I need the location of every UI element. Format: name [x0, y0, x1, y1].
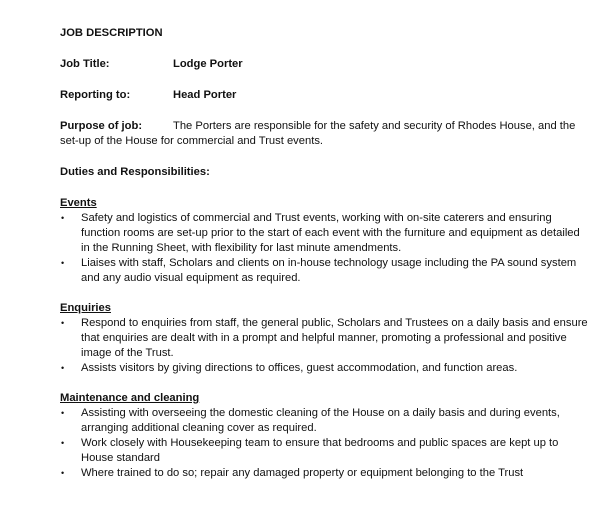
job-title-value: Lodge Porter: [173, 58, 243, 70]
list-item-text: Safety and logistics of commercial and Trust events, working with on-site caterers and ensuring function rooms are set-up prior to the start of each event with the furniture and equipment as detailed in the Running Sheet, with flexibility for last minute amendments.: [81, 212, 580, 254]
list-item-text: Liaises with staff, Scholars and clients on in-house technology usage including the PA sound system and any audio visual equipment as required.: [81, 257, 577, 284]
bullet-list: [60, 211, 590, 286]
list-item-text: Work closely with Housekeeping team to ensure that bedrooms and public spaces are kept up to House standard: [81, 437, 559, 464]
purpose-paragraph: [60, 119, 590, 149]
list-item: [60, 316, 590, 361]
list-item: [60, 466, 590, 481]
list-item-text: Respond to enquiries from staff, the general public, Scholars and Trustees on a daily basis and ensure that enquiries are dealt with in a prompt and helpful manner, promoting a professional and positive image of the Trust.: [81, 317, 588, 359]
section-maintenance: [60, 391, 590, 481]
list-item: [60, 436, 590, 466]
purpose-text: The Porters are responsible for the safety and security of Rhodes House, and the set-up of the House for commercial and Trust events.: [60, 120, 576, 147]
bullet-list: [60, 316, 590, 376]
document-body: [60, 26, 590, 496]
list-item: [60, 361, 590, 376]
duties-heading: Duties and Responsibilities:: [60, 166, 210, 178]
bullet-icon: •: [61, 438, 65, 448]
bullet-icon: •: [61, 213, 65, 223]
section-heading: Events: [60, 197, 97, 209]
list-item: [60, 406, 590, 436]
document-title: JOB DESCRIPTION: [60, 27, 163, 39]
list-item-text: Where trained to do so; repair any damaged property or equipment belonging to the Trust: [81, 467, 524, 479]
section-heading: Maintenance and cleaning: [60, 392, 200, 404]
purpose-label: Purpose of job:: [60, 120, 143, 132]
section-events: [60, 196, 590, 286]
reporting-row: [60, 88, 590, 103]
bullet-icon: •: [61, 408, 65, 418]
reporting-value: Head Porter: [173, 89, 237, 101]
bullet-icon: •: [61, 318, 65, 328]
list-item-text: Assists visitors by giving directions to offices, guest accommodation, and function areas.: [81, 362, 518, 374]
bullet-icon: •: [61, 363, 65, 373]
list-item: [60, 256, 590, 286]
list-item-text: Assisting with overseeing the domestic cleaning of the House on a daily basis and during events, arranging additional cleaning cover as required.: [81, 407, 560, 434]
job-title-label: Job Title:: [60, 58, 110, 70]
bullet-list: [60, 406, 590, 481]
reporting-label: Reporting to:: [60, 89, 131, 101]
job-title-row: [60, 57, 590, 72]
bullet-icon: •: [61, 258, 65, 268]
section-enquiries: [60, 301, 590, 376]
bullet-icon: •: [61, 468, 65, 478]
section-heading: Enquiries: [60, 302, 111, 314]
list-item: [60, 211, 590, 256]
